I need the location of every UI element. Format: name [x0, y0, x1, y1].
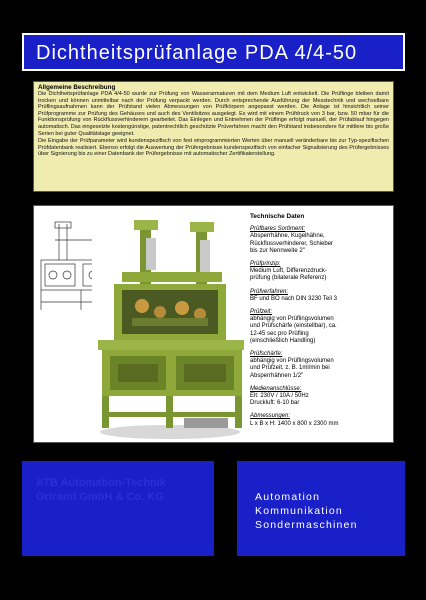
description-heading: Allgemeine Beschreibung [38, 84, 116, 91]
machine-photo [92, 214, 248, 442]
spec-line: und Prüfzeit, z. B. 1ml/min bei [250, 365, 330, 372]
service-item: Automation [255, 491, 321, 503]
spec-group [250, 351, 385, 380]
specs-heading: Technische Daten [250, 213, 305, 220]
description-paragraph: Die Eingabe der Prüfparameter wird kundenspezifisch von fest einprogrammierten Werten über manuell veränderbare bis zur Typ-spezifischen Prüfdatenbank realisiert. Ebenso erfolgt die Auswertung der Prüfergebnisse kundenspezifisch von einfacher Signalisierung des Prüfergebnisses über Signierung bis zu einer Datenbank der Prüfergebnisse mit automatischer Zertifikaterstellung. [38, 138, 389, 158]
spec-line: prüfung (bilaterale Referenz) [250, 275, 327, 282]
spec-group [250, 226, 385, 255]
spec-label: Prüfschärfe: [250, 351, 283, 358]
spec-line: L x B x H: 1400 x 800 x 2300 mm [250, 420, 339, 427]
company-box [22, 461, 214, 556]
service-item: Sondermaschinen [255, 519, 358, 531]
spec-label: Prüfzeit: [250, 309, 273, 316]
spec-line: 12-45 sec pro Prüfling [250, 330, 309, 337]
page-title: Dichtheitsprüfanlage PDA 4/4-50 [36, 42, 358, 64]
spec-line: bis zur Nennweite 2" [250, 247, 305, 254]
spec-group [250, 413, 385, 427]
spec-line: Medium Luft, Differenzdruck- [250, 268, 327, 275]
spec-label: Abmessungen: [250, 413, 291, 420]
service-item: Kommunikation [255, 505, 343, 517]
spec-group [250, 289, 385, 303]
spec-line: und Prüfschärfe (einstellbar), ca. [250, 323, 337, 330]
spec-line: abhängig von Prüflingsvolumen [250, 358, 334, 365]
spec-group [250, 261, 385, 283]
description-box [33, 81, 394, 192]
spec-label: Prüfprinzip: [250, 261, 281, 268]
spec-line: Elt: 230V / 10A / 50Hz [250, 393, 309, 400]
description-paragraph: Die Dichtheitsprüfanlage PDA 4/4-50 wurde zur Prüfung von Wasserarmaturen mit dem Medium Luft entwickelt. Die Prüflinge bleiben damit trocken und können unmittelbar nach der Prüfung verpackt werden. Durch entsprechende Ausführung der Messtechnik und wechselbare Prüflingsaufnahmen kann der Prüfstand vielen Abmessungen von Prüfkörpern angepasst werden. Die Anlage ist hinsichtlich seiner Prüfprogramme zur Prüfung des Gehäuses und auch des Ventilsitzes ausgelegt. Es wird mit einem Prüfdruck von 3 bar, bzw. 50 mbar für die Funktionsprüfung von Rückflussverhinderern gearbeitet. Das Einlegen und Entnehmen der Prüflinge erfolgt manuell, der Prüfablauf hingegen automatisch. Das eingesetzte kostengünstige, patentrechtlich geschützte Prüverfahren macht den Prüfstand insbesondere für mittlere bis große Serien bei guter Qualitätslage geeignet. [38, 91, 389, 137]
title-banner [22, 33, 405, 71]
spec-label: Medienanschlüsse: [250, 385, 302, 392]
spec-group [250, 386, 385, 408]
technical-data [250, 213, 385, 434]
services-box [237, 461, 405, 556]
company-name-line1: ATB Automation-Technik [36, 477, 166, 489]
spec-line: Absperrhähne, Kugelhähne, [250, 233, 325, 240]
spec-line: Druckluft: 6-10 bar [250, 400, 300, 407]
spec-label: Prüfverfahren: [250, 288, 289, 295]
spec-line: (einschließlich Handling) [250, 337, 316, 344]
spec-line: Rückflussverhinderer, Schieber [250, 240, 334, 247]
spec-label: Prüfbares Sortiment: [250, 226, 306, 233]
spec-line: abhängig von Prüflingsvolumen [250, 316, 334, 323]
company-name-line2: Ortrand GmbH & Co. KG [36, 491, 164, 503]
spec-group [250, 309, 385, 345]
spec-line: Absperrhähnen 1/2" [250, 372, 304, 379]
spec-line: BF und BO nach DIN 3230 Teil 3 [250, 295, 337, 302]
